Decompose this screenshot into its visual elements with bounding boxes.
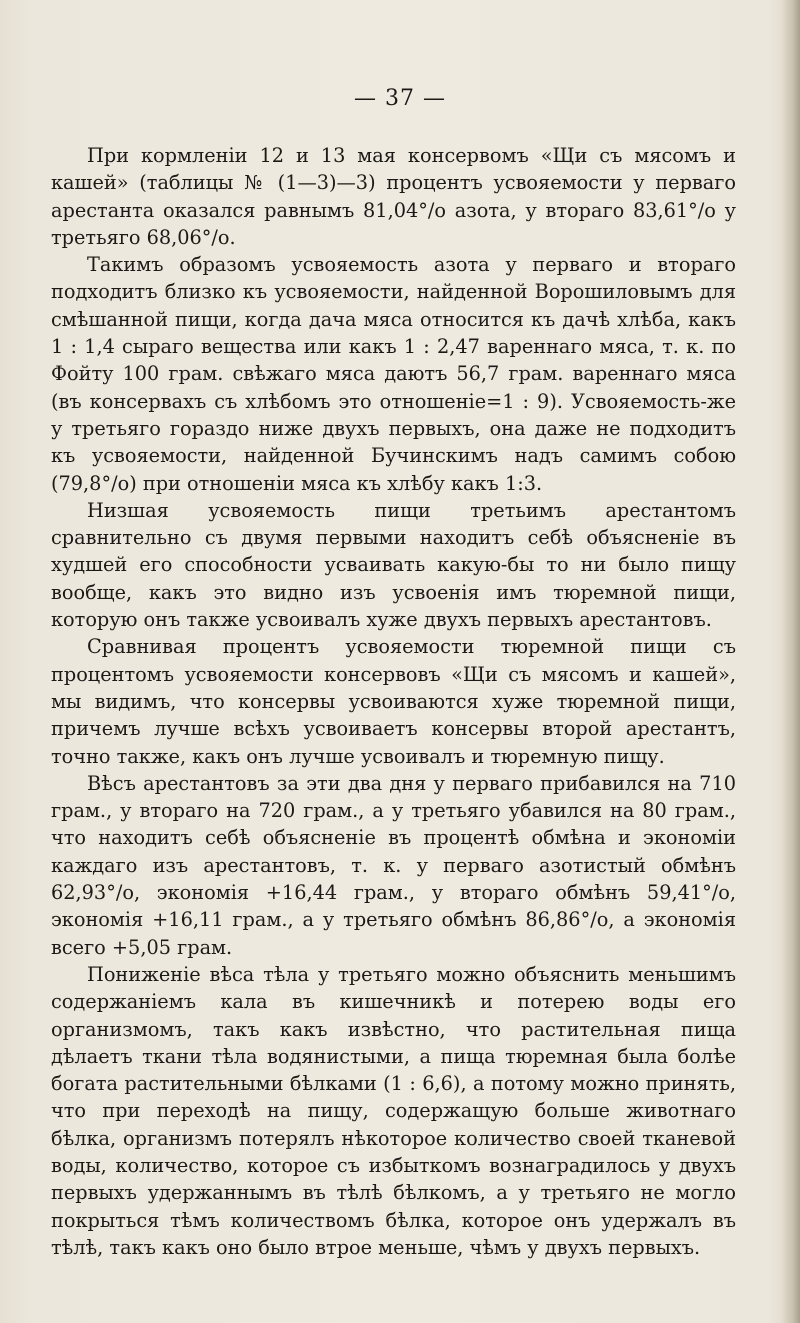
paragraph-4: Сравнивая процентъ усвояемости тюремной пищи съ процентомъ усвояемости консервовъ «Щи съ мясомъ и кашей», мы видимъ, что консервы усвоиваются хуже тюремной пищи, причемъ лучше всѣхъ усвоиваетъ консервы второй арестантъ, точно также, какъ онъ лучше усвоивалъ и тюремную пищу. xyxy=(51,635,736,768)
paragraph-3: Низшая усвояемость пищи третьимъ арестантомъ сравнительно съ двумя первыми находитъ себѣ объясненіе въ худшей его способности усваивать какую-бы то ни было пищу вообще, какъ это видно изъ усвоенія имъ тюремной пищи, которую онъ также усвоивалъ хуже двухъ первыхъ арестантовъ. xyxy=(51,498,736,632)
body-text xyxy=(51,142,736,1261)
paragraph-5: Вѣсъ арестантовъ за эти два дня у перваго прибавился на 710 грам., у втораго на 720 грам., а у третьяго убавился на 80 грам., что находитъ себѣ объясненіе въ процентѣ обмѣна и экономіи каждаго изъ арестантовъ, т. к. у перваго азотистый обмѣнъ 62,93°/о, экономія +16,44 грам., у втораго обмѣнъ 59,41°/о, экономія +16,11 грам., а у третьяго обмѣнъ 86,86°/о, а экономія всего +5,05 грам. xyxy=(51,771,736,959)
paragraph-2: Такимъ образомъ усвояемость азота у перваго и втораго подходитъ близко къ усвояемости, найденной Ворошиловымъ для смѣшанной пищи, когда дача мяса относится къ дачѣ хлѣба, какъ 1 : 1,4 сыраго вещества или какъ 1 : 2,47 вареннаго мяса, т. к. по Фойту 100 грам. свѣжаго мяса даютъ 56,7 грам. вареннаго мяса (въ консервахъ съ хлѣбомъ это отношеніе=1 : 9). Усвояемость-же у третьяго гораздо ниже двухъ первыхъ, она даже не подходитъ къ усвояемости, найденной Бучинскимъ надъ самимъ собою (79,8°/о) при отношеніи мяса къ хлѣбу какъ 1:3. xyxy=(51,253,736,495)
page-number: — 37 — xyxy=(354,86,446,111)
paragraph-6: Пониженіе вѣса тѣла у третьяго можно объяснить меньшимъ содержаніемъ кала въ кишечникѣ и потерею воды его организмомъ, такъ какъ извѣстно, что растительная пища дѣлаетъ ткани тѣла водянистыми, а пища тюремная была болѣе богата растительными бѣлками (1 : 6,6), а потому можно принять, что при переходѣ на пищу, содержащую больше животнаго бѣлка, организмъ потерялъ нѣкоторое количество своей тканевой воды, количество, которое съ избыткомъ вознаградилось у двухъ первыхъ удержаннымъ въ тѣлѣ бѣлкомъ, а у третьяго не могло покрыться тѣмъ количествомъ бѣлка, которое онъ удержалъ въ тѣлѣ, такъ какъ оно было втрое меньше, чѣмъ у двухъ первыхъ. xyxy=(51,962,736,1259)
page-edge-shadow xyxy=(782,0,800,1323)
paragraph-1: При кормленіи 12 и 13 мая консервомъ «Щи съ мясомъ и кашей» (таблицы № (1—3)—3) процентъ усвояемости у перваго арестанта оказался равнымъ 81,04°/о азота, у втораго 83,61°/о у третьяго 68,06°/о. xyxy=(51,144,736,249)
